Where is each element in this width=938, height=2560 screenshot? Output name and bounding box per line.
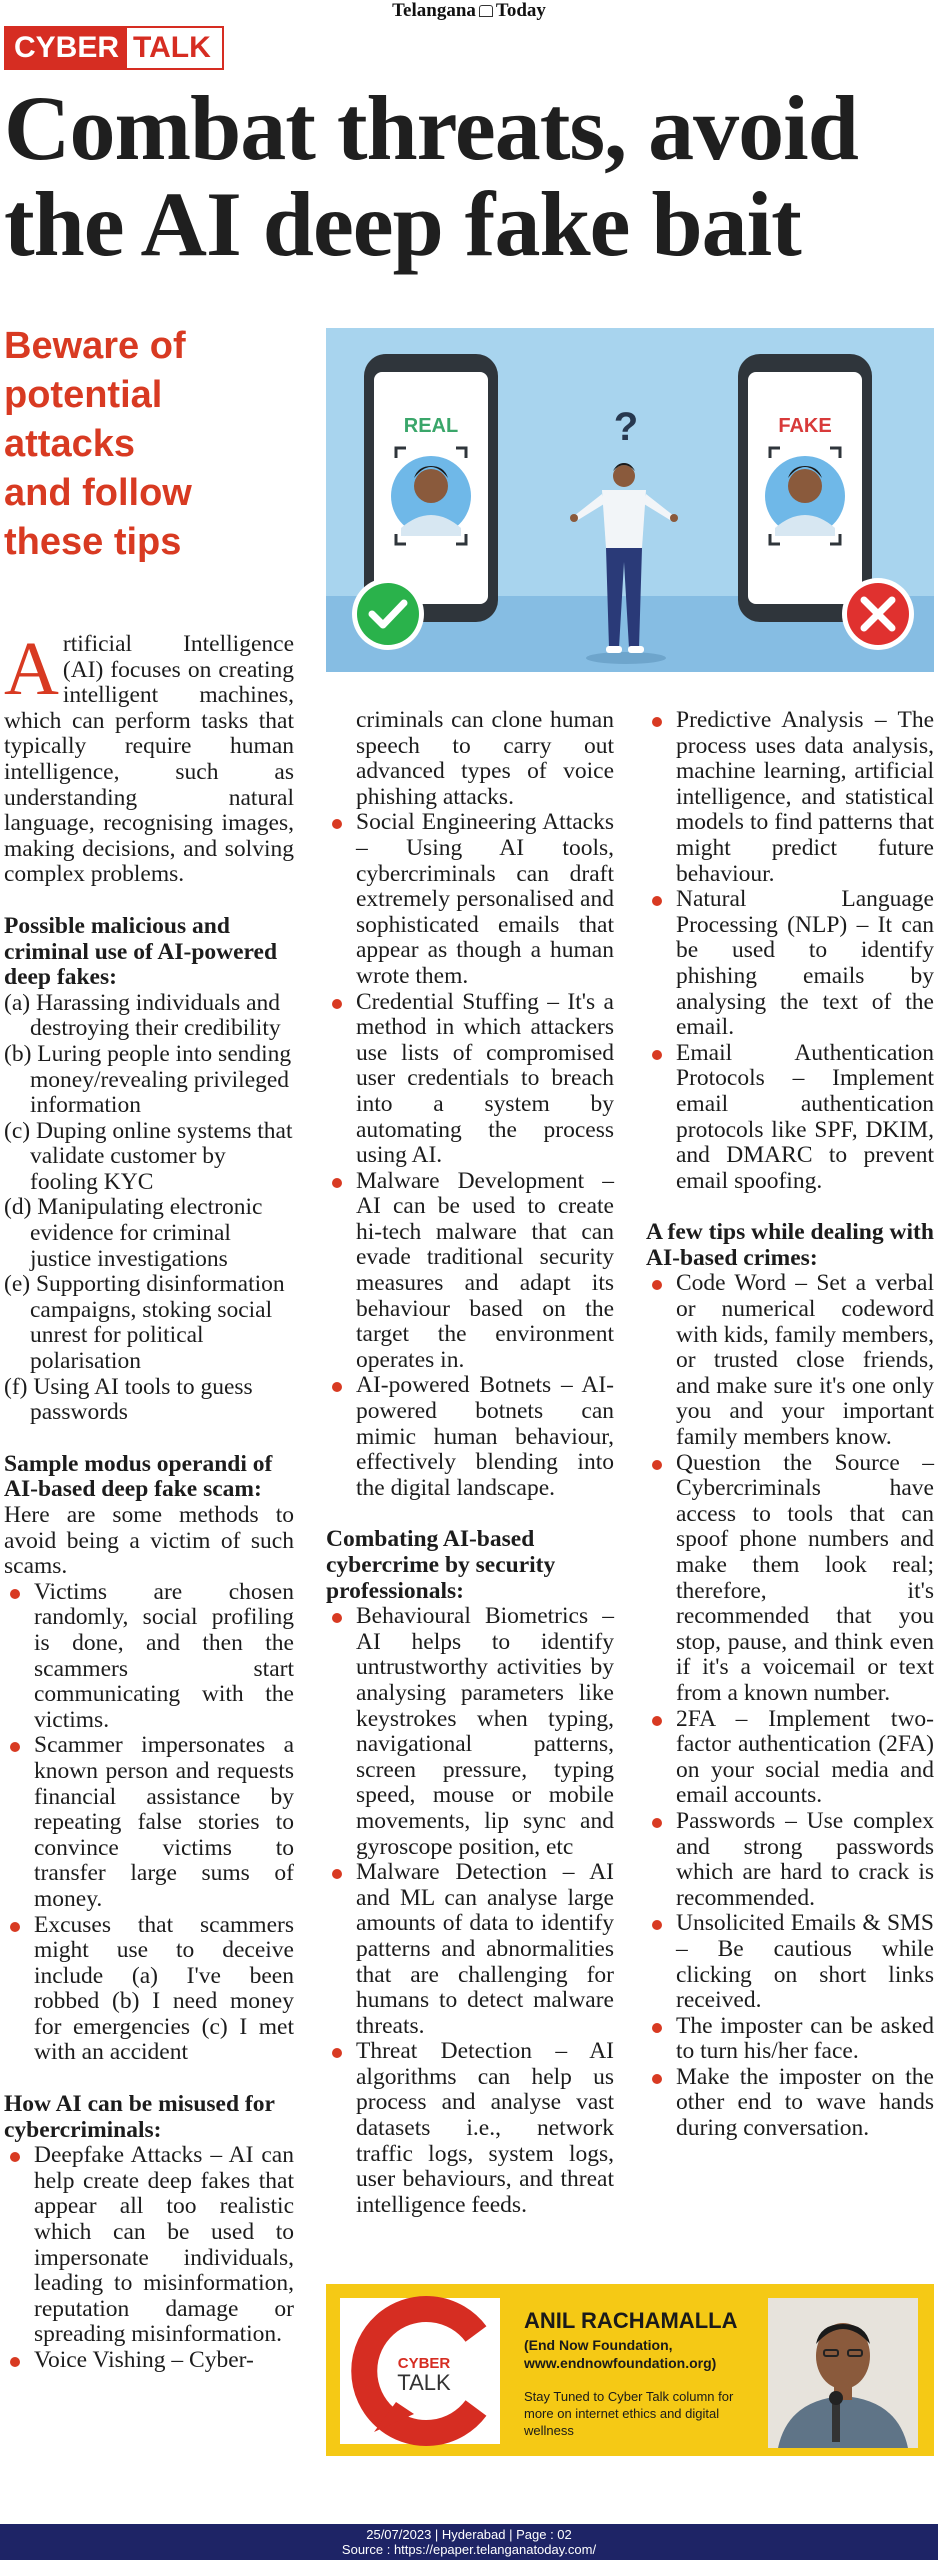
author-banner — [326, 2284, 934, 2456]
list-item: (a) Harassing individuals and destroying their credibility — [4, 989, 281, 1042]
list-item: Question the Source – Cybercriminals have access to tools that can spoof phone numbers and make them look real; therefore, it's recommended that you stop, pause, and think even if it's a voicemail or text from a known number. — [646, 1451, 934, 1707]
list-item: Malware Detection – AI and ML can analyse large amounts of data to identify patterns and abnormalities that are challenging for humans to detect malware threats. — [326, 1860, 614, 2039]
tips-heading: A few tips while dealing with AI-based crimes: — [646, 1219, 934, 1271]
emblem-icon — [479, 5, 493, 17]
footer — [0, 2524, 938, 2560]
footer-date: 25/07/2023 | Hyderabad | Page : 02 — [366, 2527, 572, 2542]
headline-line1: Combat threats, avoid — [4, 77, 858, 179]
list-item: Social Engineering Attacks – Using AI tools, cybercriminals can draft extremely personalised and sophisticated emails that appear as though a human wrote them. — [326, 810, 614, 989]
subhead-line: potential — [4, 374, 163, 416]
list-item: (e) Supporting disinformation campaigns, stoking social unrest for political polarisation — [4, 1271, 285, 1375]
misuse-heading: How AI can be misused for cybercriminals: — [4, 2091, 275, 2143]
list-item: (d) Manipulating electronic evidence for criminal justice investigations — [4, 1194, 263, 1272]
list-item: 2FA – Implement two-factor authentication (2FA) on your social media and email accounts. — [646, 1707, 934, 1809]
list-item: Unsolicited Emails & SMS – Be cautious while clicking on short links received. — [646, 1911, 934, 2013]
masthead-right: Today — [495, 0, 546, 21]
malicious-heading: Possible malicious and criminal use of AI-powered deep fakes: — [4, 912, 278, 991]
list-item: The imposter can be asked to turn his/her face. — [646, 2014, 934, 2065]
list-item: Passwords – Use complex and strong passwords which are hard to crack is recommended. — [646, 1809, 934, 1911]
fake-label: FAKE — [778, 415, 832, 437]
tag-part1: CYBER — [6, 28, 127, 68]
banner-svg — [326, 2284, 934, 2456]
list-item: Credential Stuffing – It's a method in which attackers use lists of compromised user credentials to breach into a system by automating the process using AI. — [326, 990, 614, 1169]
author-photo — [768, 2298, 918, 2448]
hero-svg — [326, 328, 934, 672]
headline-line2: the AI deep fake bait — [4, 173, 801, 275]
subhead-line: Beware of — [4, 325, 186, 367]
logo-line1: CYBER — [397, 2355, 451, 2372]
combating-list — [326, 1604, 614, 2218]
malicious-list — [4, 991, 294, 1426]
subhead-line: and follow — [4, 472, 192, 514]
tips-list — [646, 1271, 934, 2141]
list-item: (c) Duping online systems that validate customer by fooling KYC — [4, 1117, 293, 1195]
combating-list-continued — [646, 708, 934, 1194]
column-1 — [4, 627, 294, 2374]
list-item: Deepfake Attacks – AI can help create deep fakes that appear all too realistic which can be used to impersonate individuals, leading to misinformation, reputation damage or spreading misinformation. — [4, 2143, 294, 2348]
misuse-continued: criminals can clone human speech to carry out advanced types of voice phishing attacks. — [356, 707, 614, 810]
list-item: AI-powered Botnets – AI-powered botnets can mimic human behaviour, effectively blending into the digital landscape. — [326, 1373, 614, 1501]
intro-paragraph: Artificial Intelligence (AI) focuses on creating intelligent machines, which can perform tasks that typically require human intelligence, such as understanding natural language, recognising images, making decisions, and solving complex problems. — [4, 627, 294, 888]
list-item: Code Word – Set a verbal or numerical codeword with kids, family members, or trusted close friends, and make sure it's one only you and your important family members know. — [646, 1271, 934, 1450]
list-item: Voice Vishing – Cyber- — [4, 2348, 294, 2374]
hero-illustration — [326, 328, 934, 672]
author-name: ANIL RACHAMALLA — [524, 2308, 738, 2333]
combating-heading: Combating AI-based cybercrime by security professionals: — [326, 1526, 556, 1604]
cyber-talk-tag — [4, 26, 224, 70]
list-item: (f) Using AI tools to guess passwords — [4, 1373, 253, 1426]
modus-heading: Sample modus operandi of AI-based deep fake scam: — [4, 1450, 273, 1503]
modus-list — [4, 1580, 294, 2066]
list-item: (b) Luring people into sending money/revealing privileged information — [4, 1040, 292, 1119]
list-item: Make the imposter on the other end to wave hands during conversation. — [646, 2065, 934, 2142]
cyber-talk-logo — [340, 2298, 500, 2444]
fake-phone-icon — [738, 354, 872, 622]
column-3 — [646, 708, 934, 2142]
misuse-list — [4, 2143, 294, 2373]
masthead — [0, 0, 938, 22]
masthead-left: Telangana — [392, 0, 476, 21]
list-item: Scammer impersonates a known person and requests financial assistance by repeating false stories to convince victims to transfer large sums of money. — [4, 1733, 294, 1912]
modus-intro: Here are some methods to avoid being a victim of such scams. — [4, 1502, 294, 1580]
question-mark: ? — [613, 405, 639, 449]
headline — [4, 77, 934, 275]
logo-line2: TALK — [397, 2370, 451, 2395]
list-item: Excuses that scammers might use to deceive include (a) I've been robbed (b) I need money for emergencies (c) I met with an accident — [4, 1913, 294, 2067]
footer-source: Source : https://epaper.telanganatoday.com/ — [341, 2542, 597, 2557]
author-url: www.endnowfoundation.org) — [524, 2355, 717, 2371]
list-item: Threat Detection – AI algorithms can help us process and analyse vast datasets i.e., network traffic logs, system logs, user behaviours, and threat intelligence feeds. — [326, 2039, 614, 2218]
author-org: (End Now Foundation, — [524, 2337, 673, 2353]
real-label: REAL — [403, 415, 459, 437]
banner-tagline: Stay Tuned to Cyber Talk column for more on internet ethics and digital wellness — [524, 2389, 734, 2438]
list-item: Behavioural Biometrics – AI helps to identify untrustworthy activities by analysing parameters like keystrokes when typing, navigational patterns, screen pressure, typing speed, mouse or mobile movements, lip sync and gyroscope position, etc — [326, 1604, 614, 1860]
tag-part2: TALK — [133, 31, 211, 64]
list-item: Victims are chosen randomly, social profiling is done, and then the scammers start communicating with the victims. — [4, 1580, 294, 1734]
subhead-line: these tips — [4, 521, 182, 563]
subhead-line: attacks — [4, 423, 135, 465]
list-item: Email Authentication Protocols – Implement email authentication protocols like SPF, DKIM, and DMARC to prevent email spoofing. — [646, 1041, 934, 1195]
list-item: Predictive Analysis – The process uses data analysis, machine learning, artificial intelligence, and statistical models to find patterns that might predict future behaviour. — [646, 708, 934, 887]
subhead — [4, 322, 314, 567]
list-item: Natural Language Processing (NLP) – It can be used to identify phishing emails by analysing the text of the email. — [646, 887, 934, 1041]
check-icon — [352, 578, 424, 650]
cross-icon — [842, 578, 914, 650]
column-2 — [326, 708, 614, 2218]
list-item: Malware Development – AI can be used to create hi-tech malware that can evade traditional security measures and adapt its behaviour based on the target the environment operates in. — [326, 1169, 614, 1374]
misuse-list-continued — [326, 810, 614, 1501]
